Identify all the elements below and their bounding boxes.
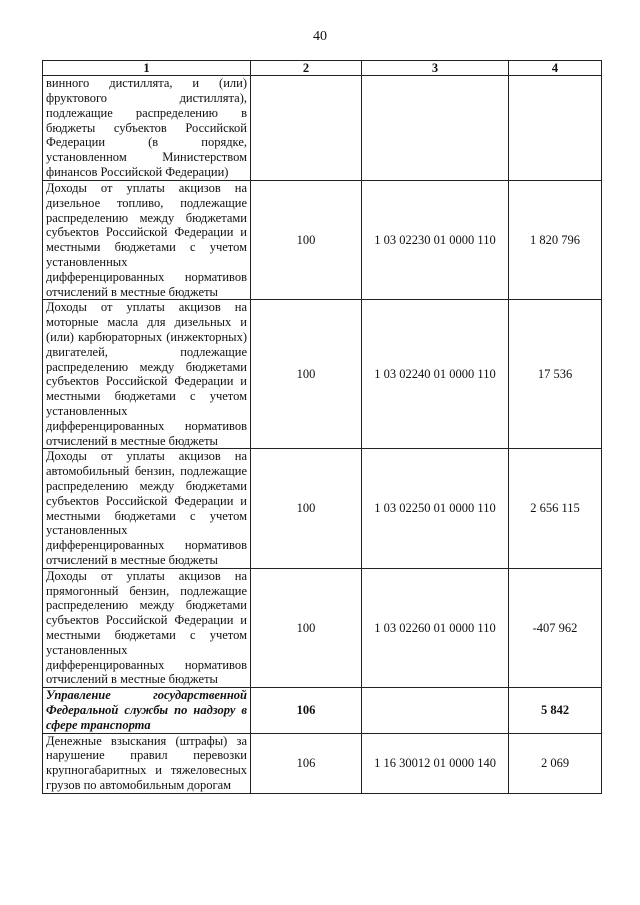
row-amount: 17 536 [509, 300, 602, 449]
row-admin-code: 100 [251, 181, 362, 300]
row-name: Доходы от уплаты акцизов на прямогонный бензин, подлежащие распределению между бюджетами субъектов Российской Федерации и местными бюджетами с учетом установленных дифференцированных нормативов отчислений в местные бюджеты [43, 568, 251, 687]
row-amount: 1 820 796 [509, 181, 602, 300]
header-col-2: 2 [251, 61, 362, 76]
row-admin-code: 100 [251, 449, 362, 568]
row-name: Доходы от уплаты акцизов на моторные масла для дизельных и (или) карбюраторных (инжекторных) двигателей, подлежащие распределению между бюджетами субъектов Российской Федерации и местными бюджетами с учетом установленных дифференцированных нормативов отчислений в местные бюджеты [43, 300, 251, 449]
table-row [43, 733, 602, 793]
table-row [43, 300, 602, 449]
table-header-row [43, 61, 602, 76]
table-row [43, 181, 602, 300]
row-name: Доходы от уплаты акцизов на дизельное топливо, подлежащие распределению между бюджетами субъектов Российской Федерации и местными бюджетами с учетом установленных дифференцированных нормативов отчислений в местные бюджеты [43, 181, 251, 300]
row-admin-code: 100 [251, 300, 362, 449]
row-amount: 2 069 [509, 733, 602, 793]
row-budget-code: 1 03 02240 01 0000 110 [362, 300, 509, 449]
row-admin-code: 106 [251, 688, 362, 733]
header-col-3: 3 [362, 61, 509, 76]
row-amount: 2 656 115 [509, 449, 602, 568]
table-row [43, 688, 602, 733]
row-admin-code: 100 [251, 568, 362, 687]
revenue-table [42, 60, 602, 794]
row-budget-code: 1 16 30012 01 0000 140 [362, 733, 509, 793]
row-name: Денежные взыскания (штрафы) за нарушение правил перевозки крупногабаритных и тяжеловесных грузов по автомобильным дорогам [43, 733, 251, 793]
row-budget-code: 1 03 02260 01 0000 110 [362, 568, 509, 687]
row-amount: -407 962 [509, 568, 602, 687]
row-amount [509, 76, 602, 181]
table-row [43, 76, 602, 181]
row-budget-code: 1 03 02230 01 0000 110 [362, 181, 509, 300]
header-col-4: 4 [509, 61, 602, 76]
row-budget-code: 1 03 02250 01 0000 110 [362, 449, 509, 568]
row-budget-code [362, 688, 509, 733]
table-row [43, 568, 602, 687]
row-name: Доходы от уплаты акцизов на автомобильный бензин, подлежащие распределению между бюджетами субъектов Российской Федерации и местными бюджетами с учетом установленных дифференцированных нормативов отчислений в местные бюджеты [43, 449, 251, 568]
row-name: Управление государственной Федеральной службы по надзору в сфере транспорта [43, 688, 251, 733]
page-number: 40 [313, 29, 327, 44]
header-col-1: 1 [43, 61, 251, 76]
table-row [43, 449, 602, 568]
row-name: винного дистиллята, и (или) фруктового дистиллята), подлежащие распределению в бюджеты субъектов Российской Федерации (в порядке, установленном Министерством финансов Российской Федерации) [43, 76, 251, 181]
row-admin-code: 106 [251, 733, 362, 793]
row-budget-code [362, 76, 509, 181]
row-admin-code [251, 76, 362, 181]
row-amount: 5 842 [509, 688, 602, 733]
